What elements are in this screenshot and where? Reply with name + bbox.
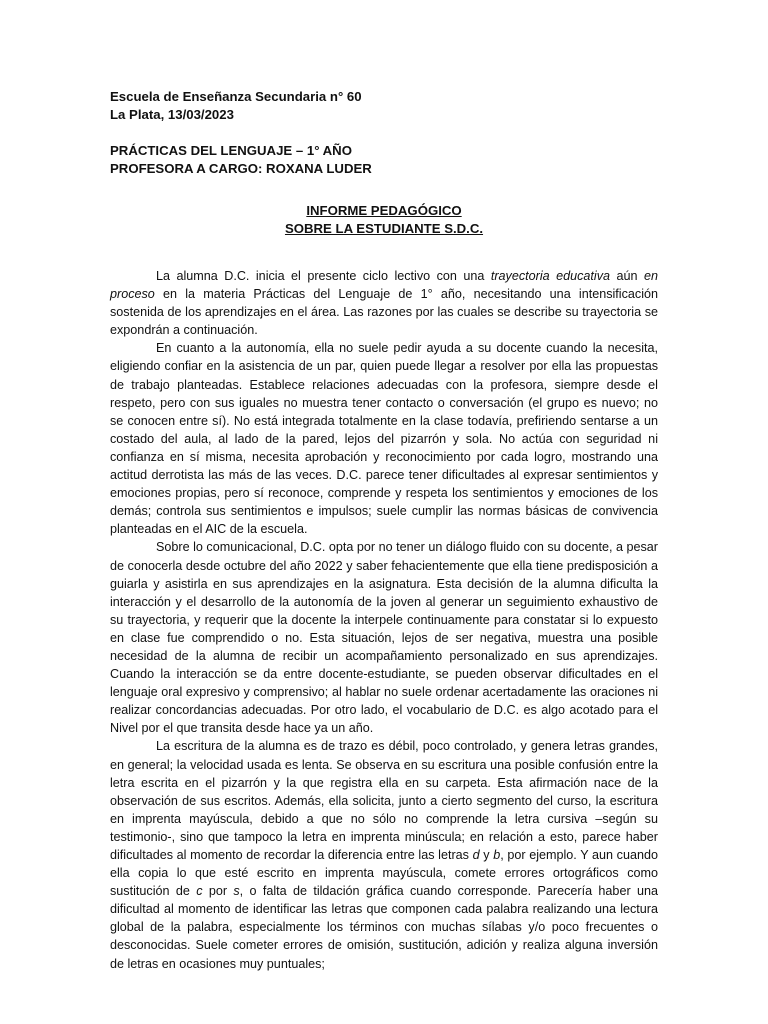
paragraph-3: Sobre lo comunicacional, D.C. opta por no tener un diálogo fluido con su docente, a pesar de conocerla desde octubre del año 2022 y saber fehacientemente que ella tiene predisposición a guiarla y asistirla en sus aprendizajes en la asignatura. Esta decisión de la alumna dificulta la interacción y el desarrollo de la autonomía de la joven al generar un seguimiento exhaustivo de su trayectoria, y requerir que la docente la interpele continuamente para constatar si lo expuesto en clase fue comprendido o no. Esta situación, lejos de ser negativa, muestra una posible necesidad de la alumna de recibir un acompañamiento personalizado en sus aprendizajes. Cuando la interacción se da entre docente-estudiante, se pueden observar dificultades en el lenguaje oral expresivo y comprensivo; al hablar no suele ordenar acertadamente las oraciones ni realizar concordancias adecuadas. Por otro lado, el vocabulario de D.C. es algo acotado para el Nivel por el que transita desde hace ya un año. bbox=[110, 540, 658, 736]
paragraph-1-text-e: en la materia Prácticas del Lenguaje de 1° año, necesitando una intensificación sostenida de los aprendizajes en el área. Las razones por las cuales se describe su trayectoria se expondrán a continuación. bbox=[110, 287, 658, 338]
paragraph-2: En cuanto a la autonomía, ella no suele pedir ayuda a su docente cuando la necesita, eligiendo confiar en la asistencia de un par, quien puede llegar a resolver por ella las propuestas de trabajo planteadas. Establece relaciones adecuadas con la profesora, siempre desde el respeto, pero con sus iguales no muestra tener contacto o conversación (el grupo es nuevo; no se conocen entre sí). No está integrada totalmente en la clase todavía, prefiriendo sentarse a un costado del aula, al lado de la pared, lejos del pizarrón y sola. No actúa con seguridad ni confianza en sí misma, necesita aprobación y reconocimiento por cada logro, mostrando una actitud derrotista las más de las veces. D.C. parece tener dificultades al expresar sentimientos y emociones propias, pero sí reconoce, comprende y respeta los sentimientos y emociones de los demás; controla sus sentimientos e impulsos; suele cumplir las normas básicas de convivencia planteadas en el AIC de la escuela. bbox=[110, 341, 658, 537]
paragraph-4 bbox=[110, 737, 658, 972]
paragraph-4-text-e: , por ejemplo. Y aun cuando ella copia lo que esté escrito en imprenta mayúscula, comete errores ortográficos como sustitución de bbox=[110, 848, 658, 899]
paragraph-4-italic-s: s bbox=[233, 884, 240, 899]
paragraph-4-italic-b: b bbox=[493, 848, 501, 862]
paragraph-4-text-i: , o falta de tildación gráfica cuando corresponde. Parecería haber una dificultad al momento de identificar las letras que componen cada palabra realizando una lectura global de la palabra, especialmente los términos con muchas sílabas y/o poco frecuentes o desconocidas. Suele cometer errores de omisión, sustitución, adición y realiza alguna inversión de letras en ocasiones muy puntuales; bbox=[110, 884, 658, 971]
paragraph-4-italic-c: c bbox=[196, 884, 203, 899]
paragraph-1-text-a: La alumna D.C. inicia el presente ciclo lectivo con una bbox=[156, 269, 491, 283]
report-title-line-1: INFORME PEDAGÓGICO bbox=[306, 203, 462, 218]
paragraph-1-italic-proceso: en proceso bbox=[110, 269, 658, 302]
subject-line: PRÁCTICAS DEL LENGUAJE – 1° AÑO bbox=[110, 143, 352, 158]
paragraph-4-italic-d: d bbox=[472, 848, 480, 862]
school-name: Escuela de Enseñanza Secundaria n° 60 bbox=[110, 89, 362, 104]
document-header bbox=[110, 88, 670, 178]
paragraph-4-text-g: por bbox=[202, 884, 234, 899]
paragraph-4-text-c: y bbox=[479, 848, 494, 862]
report-title bbox=[110, 202, 658, 238]
report-title-line-2: SOBRE LA ESTUDIANTE S.D.C. bbox=[284, 221, 484, 236]
report-body bbox=[110, 267, 658, 973]
header-spacer bbox=[110, 124, 670, 142]
paragraph-1 bbox=[110, 267, 658, 339]
paragraph-1-italic-trayectoria: trayectoria educativa bbox=[490, 269, 611, 283]
paragraph-4-text-a: La escritura de la alumna es de trazo es débil, poco controlado, y genera letras grandes, en general; la velocidad usada es lenta. Se observa en su escritura una posible confusión entre la letra escrita en el pizarrón y la que registra ella en su carpeta. Esta afirmación nace de la observación de sus escritos. Además, ella solicita, junto a cierto segmento del curso, la escritura en imprenta mayúscula, debido a que no sólo no comprende la letra cursiva –según su testimonio-, sino que tampoco la letra en imprenta minúscula; en relación a esto, parece haber dificultades al momento de recordar la diferencia entre las letras bbox=[110, 739, 658, 862]
teacher-line: PROFESORA A CARGO: ROXANA LUDER bbox=[110, 161, 372, 176]
place-date: La Plata, 13/03/2023 bbox=[110, 107, 234, 122]
paragraph-1-text-c: aún bbox=[610, 269, 644, 283]
